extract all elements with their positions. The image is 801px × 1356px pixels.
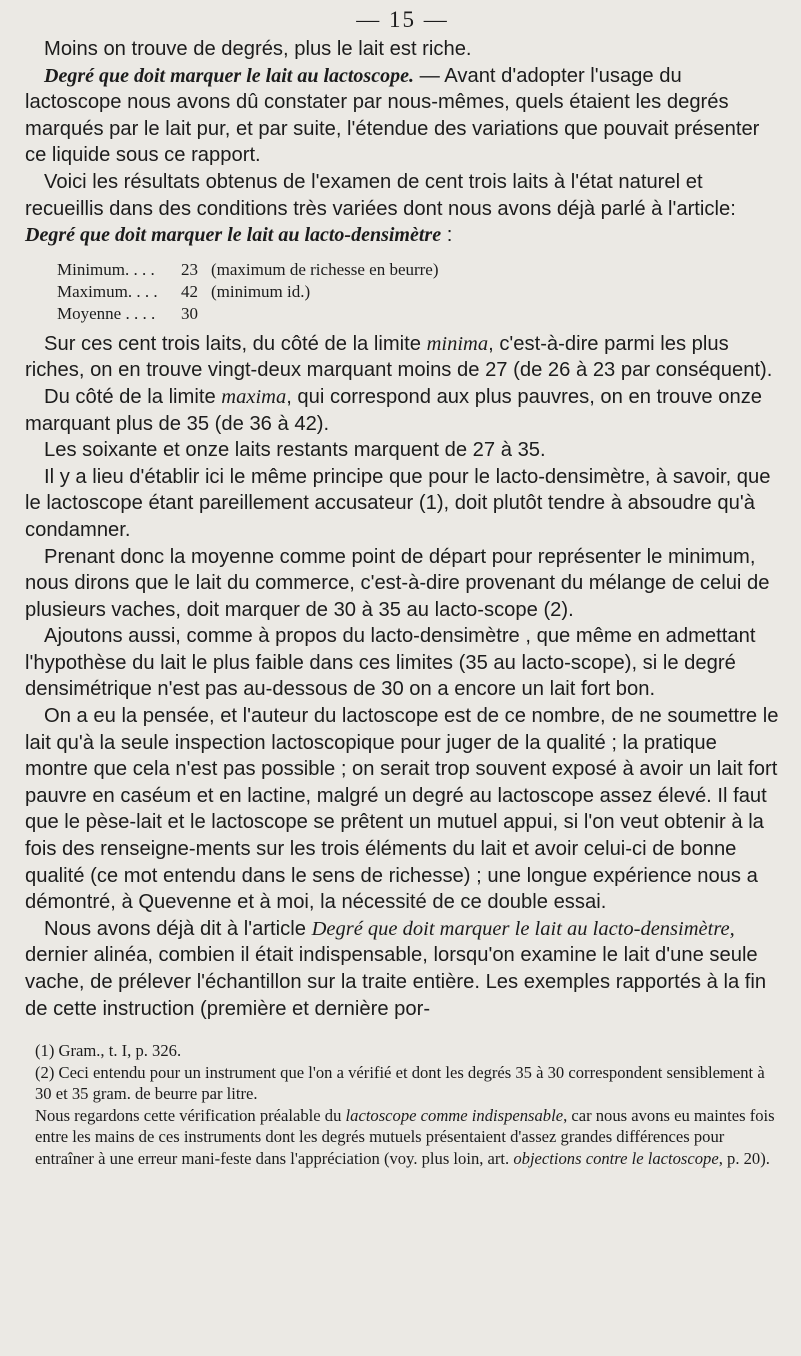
article-reference: Degré que doit marquer le lait au lacto-densimètre, xyxy=(311,917,735,940)
table-note: (maximum de richesse en beurre) xyxy=(211,259,439,279)
article-reference: Degré que doit marquer le lait au lacto-densimètre xyxy=(25,224,442,247)
paragraph: On a eu la pensée, et l'auteur du lactoscope est de ce nombre, de ne soumettre le lait qu'à la seule inspection lactoscopique pour juger de la qualité ; la pratique montre que cela n'est pas possible ; on serait trop souvent exposé à avoir un lait fort pauvre en caséum et en lactine, malgré un degré au lactoscope assez élevé. Il faut que le pèse-lait et le lactoscope se prêtent un mutuel appui, si l'on veut obtenir à la fois des renseigne-ments sur les trois éléments du lait et avoir celui-ci de bonne qualité (ce mot entendu dans le sens de richesse) ; une longue expérience nous a démontré, à Quevenne et à moi, la nécessité de ce double essai. xyxy=(25,705,779,914)
footnotes xyxy=(25,1040,780,1169)
section-heading: Degré que doit marquer le lait au lactoscope. xyxy=(44,64,414,87)
paragraph: Prenant donc la moyenne comme point de départ pour représenter le minimum, nous dirons que le lait du commerce, c'est-à-dire provenant du mélange de celui de plusieurs vaches, doit marquer de 30 à 35 au lacto-scope (2). xyxy=(25,545,770,621)
paragraph: Les soixante et onze laits restants marquent de 27 à 35. xyxy=(44,439,546,462)
page-number: — 15 — xyxy=(356,7,449,32)
table-row xyxy=(57,303,780,325)
paragraph: Degré que doit marquer le lait au lactoscope. — Avant d'adopter l'usage du lactoscope nous avons dû constater par nous-mêmes, quels étaient les degrés marqués par le lait pur, et par suite, l'étendue des variations que pouvait présenter ce liquide sous ce rapport. xyxy=(25,64,760,167)
table-label: Moyenne . . . . xyxy=(57,303,156,323)
paragraph: Sur ces cent trois laits, du côté de la limite minima, c'est-à-dire parmi les plus riches, on en trouve vingt-deux marquant moins de 27 (de 26 à 23 par conséquent). xyxy=(25,332,773,382)
footnote: (2) Ceci entendu pour un instrument que l'on a vérifié et dont les degrés 35 à 30 correspondent sensiblement à 30 et 35 gram. de beurre par litre. xyxy=(35,1062,765,1104)
results-table xyxy=(57,259,780,325)
paragraph: Du côté de la limite maxima, qui correspond aux plus pauvres, on en trouve onze marquant plus de 35 (de 36 à 42). xyxy=(25,385,763,435)
paragraph: Nous avons déjà dit à l'article Degré que doit marquer le lait au lacto-densimètre, dernier alinéa, combien il était indispensable, lorsqu'on examine le lait d'une seule vache, de prélever l'échantillon sur la traite entière. Les exemples rapportés à la fin de cette instruction (première et dernière por- xyxy=(25,917,767,1020)
table-label: Minimum. . . . xyxy=(57,259,155,279)
paragraph: Voici les résultats obtenus de l'examen de cent trois laits à l'état naturel et recueillis dans des conditions très variées dont nous avons déjà parlé à l'article: Degré que doit marquer le lait au lacto-densimètre : xyxy=(25,170,736,247)
table-value: 42 xyxy=(181,281,198,301)
footnote: Nous regardons cette vérification préalable du lactoscope comme indispensable, car nous avons eu maintes fois entre les mains de ces instruments dont les degrés mutuels présentaient d'assez grandes différences pour entraîner à une erreur mani-feste dans l'appréciation (voy. plus loin, art. objections contre le lactoscope, p. 20). xyxy=(35,1105,775,1168)
body-text xyxy=(25,36,780,1022)
paragraph: Moins on trouve de degrés, plus le lait est riche. xyxy=(44,38,472,60)
paragraph: Ajoutons aussi, comme à propos du lacto-densimètre , que même en admettant l'hypothèse du lait le plus faible dans ces limites (35 au lacto-scope), si le degré densimétrique n'est pas au-dessous de 30 on a encore un lait fort bon. xyxy=(25,625,756,701)
footnote: (1) Gram., t. I, p. 326. xyxy=(35,1041,182,1061)
table-note: (minimum id.) xyxy=(211,281,311,301)
table-row xyxy=(57,259,780,281)
table-label: Maximum. . . . xyxy=(57,281,158,301)
paragraph: Il y a lieu d'établir ici le même principe que pour le lacto-densimètre, à savoir, que le lactoscope étant pareillement accusateur (1), doit plutôt tendre à absoudre qu'à condamner. xyxy=(25,465,771,541)
table-value: 23 xyxy=(181,259,198,279)
table-value: 30 xyxy=(181,303,198,323)
table-row xyxy=(57,281,780,303)
